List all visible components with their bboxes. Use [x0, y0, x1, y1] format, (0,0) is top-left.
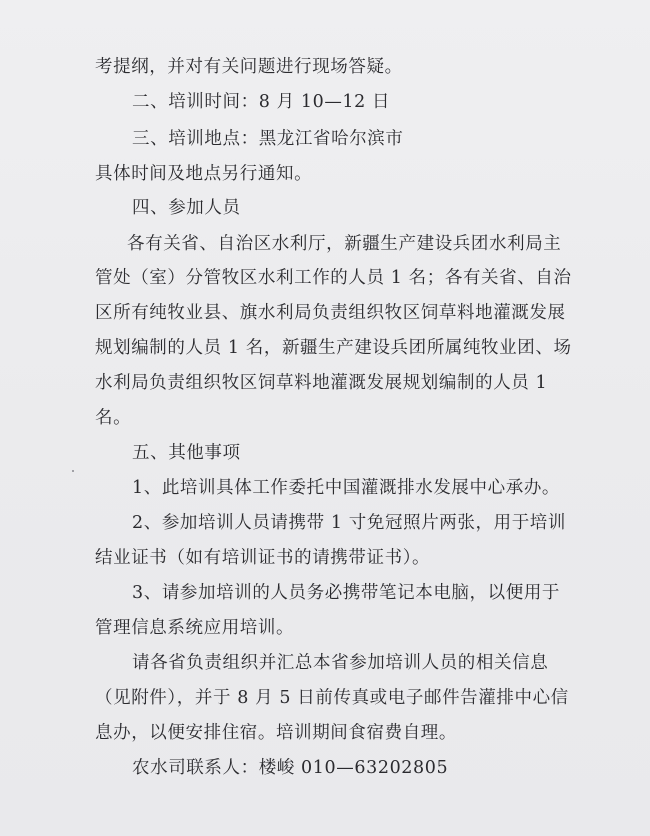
text-line: 名。	[95, 408, 132, 428]
contact-line: 农水司联系人：楼峻 010—63202805	[132, 758, 449, 778]
text-line: 结业证书（如有培训证书的请携带证书）。	[95, 548, 431, 568]
list-item: 1、此培训具体工作委托中国灌溉排水发展中心承办。	[132, 478, 561, 498]
scan-speck	[72, 470, 74, 472]
text-line: 规划编制的人员 1 名，新疆生产建设兵团所属纯牧业团、场	[95, 338, 572, 358]
section-heading-training-time: 二、培训时间：8 月 10—12 日	[132, 92, 391, 112]
text-line: 区所有纯牧业县、旗水利局负责组织牧区饲草料地灌溉发展	[95, 303, 566, 323]
text-line: 考提纲，并对有关问题进行现场答疑。	[95, 57, 403, 77]
text-line: （见附件），并于 8 月 5 日前传真或电子邮件告灌排中心信	[95, 688, 569, 708]
text-line: 各有关省、自治区水利厅，新疆生产建设兵团水利局主	[127, 234, 562, 254]
list-item: 3、请参加培训的人员务必携带笔记本电脑，以便用于	[132, 583, 561, 603]
list-item: 2、参加培训人员请携带 1 寸免冠照片两张，用于培训	[132, 513, 566, 533]
text-line: 息办，以便安排住宿。培训期间食宿费自理。	[95, 723, 457, 743]
text-line: 具体时间及地点另行通知。	[95, 164, 313, 184]
section-heading-training-location: 三、培训地点：黑龙江省哈尔滨市	[132, 129, 404, 149]
text-line: 管处（室）分管牧区水利工作的人员 1 名；各有关省、自治	[95, 268, 572, 288]
section-heading-participants: 四、参加人员	[132, 198, 241, 218]
text-line: 管理信息系统应用培训。	[95, 618, 295, 638]
text-line: 请各省负责组织并汇总本省参加培训人员的相关信息	[132, 653, 549, 673]
section-heading-other-matters: 五、其他事项	[132, 443, 241, 463]
text-line: 水利局负责组织牧区饲草料地灌溉发展规划编制的人员 1	[95, 373, 548, 393]
